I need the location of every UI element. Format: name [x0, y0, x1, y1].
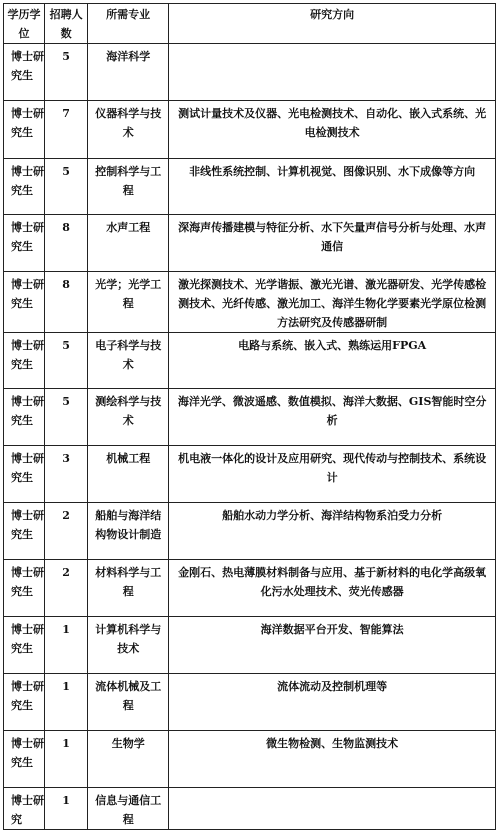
cell-direction: 海洋光学、微波遥感、数值模拟、海洋大数据、GIS智能时空分析: [169, 389, 496, 446]
cell-degree: 博士研究生: [4, 333, 45, 389]
cell-direction: 微生物检测、生物监测技术: [169, 731, 496, 788]
cell-count: 1: [45, 674, 88, 731]
cell-count: 5: [45, 44, 88, 101]
cell-major: 电子科学与技术: [88, 333, 169, 389]
table-row: [4, 503, 496, 560]
cell-direction: 金刚石、热电薄膜材料制备与应用、基于新材料的电化学高级氧化污水处理技术、荧光传感器: [169, 560, 496, 617]
table-row: [4, 731, 496, 788]
cell-degree: 博士研究生: [4, 617, 45, 674]
cell-count: 3: [45, 446, 88, 503]
cell-direction: 流体流动及控制机理等: [169, 674, 496, 731]
cell-major: 水声工程: [88, 215, 169, 272]
cell-degree: 博士研究生: [4, 215, 45, 272]
cell-degree: 博士研究生: [4, 446, 45, 503]
table-row: [4, 44, 496, 101]
cell-count: 5: [45, 333, 88, 389]
cell-direction: 电路与系统、嵌入式、熟练运用FPGA: [169, 333, 496, 389]
cell-degree: 博士研究生: [4, 44, 45, 101]
cell-major: 材料科学与工程: [88, 560, 169, 617]
cell-direction: 测试计量技术及仪器、光电检测技术、自动化、嵌入式系统、光电检测技术: [169, 101, 496, 159]
cell-degree: 博士研究: [4, 788, 45, 830]
cell-major: 生物学: [88, 731, 169, 788]
cell-major: 光学；光学工程: [88, 272, 169, 333]
cell-degree: 博士研究生: [4, 674, 45, 731]
cell-direction: 非线性系统控制、计算机视觉、图像识别、水下成像等方向: [169, 159, 496, 215]
cell-degree: 博士研究生: [4, 560, 45, 617]
cell-count: 1: [45, 788, 88, 830]
cell-count: 8: [45, 215, 88, 272]
cell-degree: 博士研究生: [4, 503, 45, 560]
cell-count: 5: [45, 389, 88, 446]
table-row: [4, 674, 496, 731]
table-row: [4, 333, 496, 389]
cell-major: 测绘科学与技术: [88, 389, 169, 446]
cell-major: 信息与通信工程: [88, 788, 169, 830]
header-count: 招聘人数: [45, 4, 88, 44]
cell-major: 控制科学与工程: [88, 159, 169, 215]
table-row: [4, 446, 496, 503]
cell-count: 1: [45, 617, 88, 674]
cell-major: 海洋科学: [88, 44, 169, 101]
header-direction: 研究方向: [169, 4, 496, 44]
cell-degree: 博士研究生: [4, 159, 45, 215]
cell-count: 2: [45, 503, 88, 560]
cell-count: 7: [45, 101, 88, 159]
table-row: [4, 788, 496, 830]
cell-direction: 激光探测技术、光学谐振、激光光谱、激光器研发、光学传感检测技术、光纤传感、激光加工、海洋生物化学要素光学原位检测方法研究及传感器研制: [169, 272, 496, 333]
table-row: [4, 560, 496, 617]
cell-direction: [169, 44, 496, 101]
cell-major: 船舶与海洋结构物设计制造: [88, 503, 169, 560]
table-row: [4, 272, 496, 333]
recruitment-table: [3, 3, 496, 830]
cell-direction: 深海声传播建模与特征分析、水下矢量声信号分析与处理、水声通信: [169, 215, 496, 272]
table-header-row: [4, 4, 496, 44]
header-major: 所需专业: [88, 4, 169, 44]
cell-degree: 博士研究生: [4, 389, 45, 446]
cell-degree: 博士研究生: [4, 101, 45, 159]
cell-direction: 机电液一体化的设计及应用研究、现代传动与控制技术、系统设计: [169, 446, 496, 503]
cell-direction: [169, 788, 496, 830]
cell-major: 仪器科学与技术: [88, 101, 169, 159]
cell-major: 机械工程: [88, 446, 169, 503]
cell-degree: 博士研究生: [4, 731, 45, 788]
cell-count: 5: [45, 159, 88, 215]
cell-count: 2: [45, 560, 88, 617]
table-row: [4, 215, 496, 272]
cell-major: 流体机械及工程: [88, 674, 169, 731]
table-row: [4, 617, 496, 674]
header-degree: 学历学位: [4, 4, 45, 44]
table-row: [4, 101, 496, 159]
table-row: [4, 159, 496, 215]
cell-count: 8: [45, 272, 88, 333]
cell-degree: 博士研究生: [4, 272, 45, 333]
table-row: [4, 389, 496, 446]
cell-major: 计算机科学与技术: [88, 617, 169, 674]
cell-direction: 船舶水动力学分析、海洋结构物系泊受力分析: [169, 503, 496, 560]
cell-direction: 海洋数据平台开发、智能算法: [169, 617, 496, 674]
cell-count: 1: [45, 731, 88, 788]
